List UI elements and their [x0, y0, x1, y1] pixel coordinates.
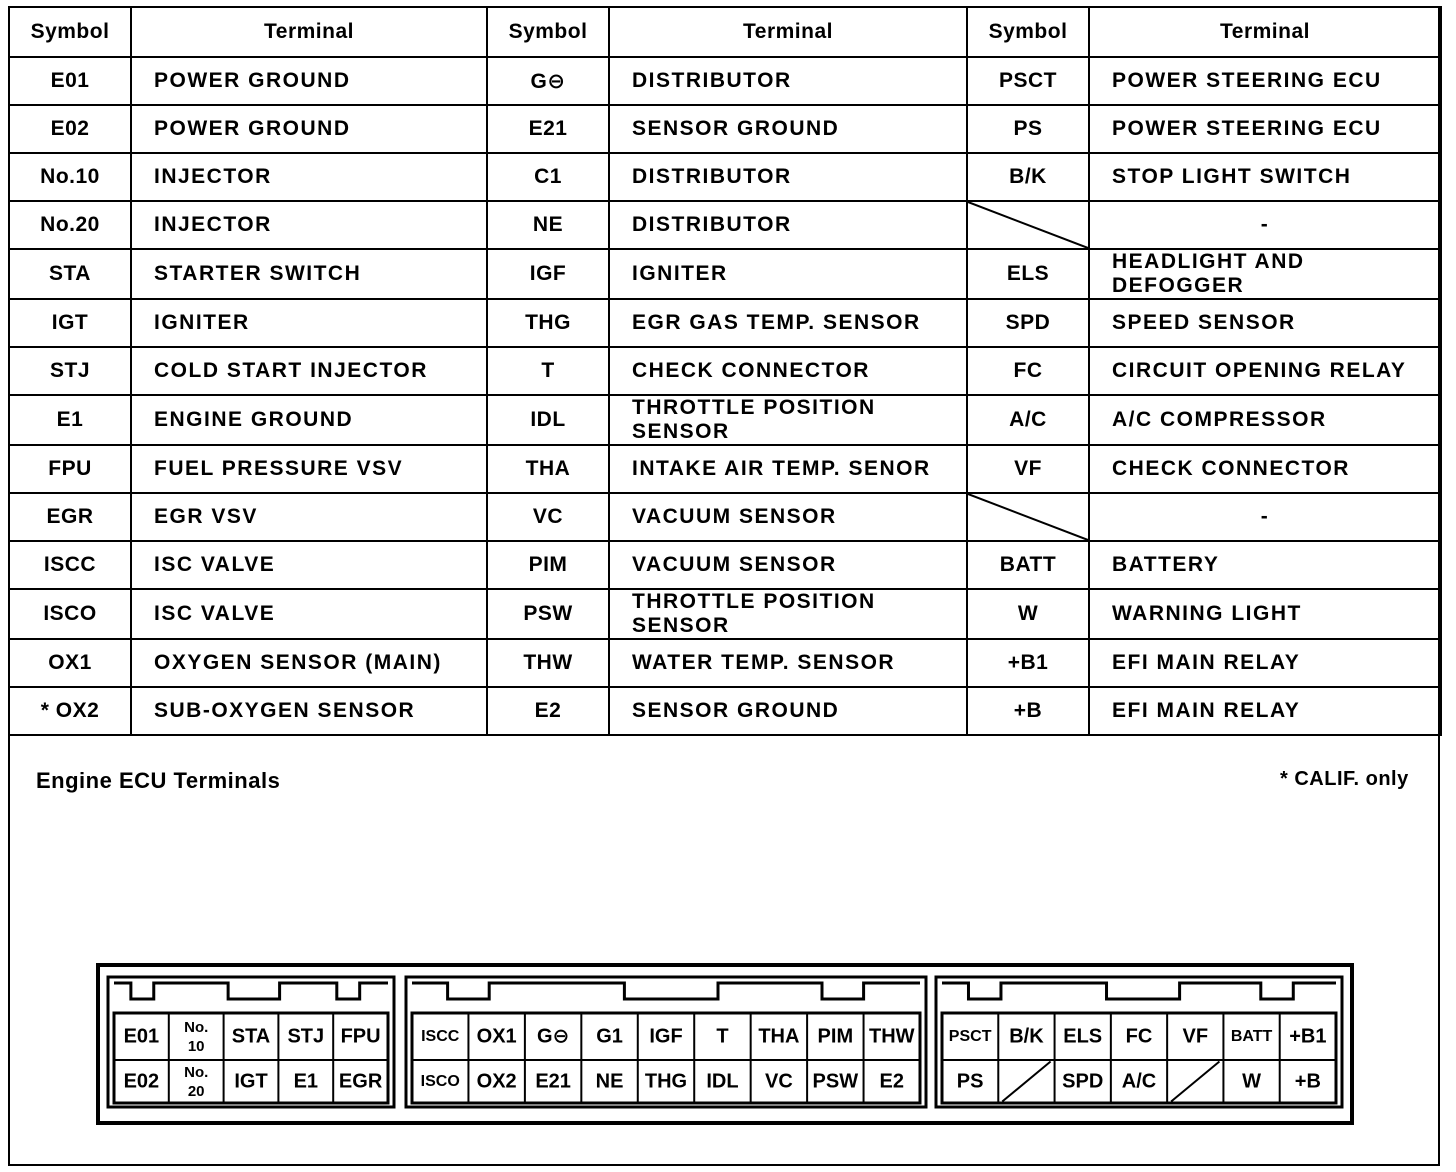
column-header: Symbol: [9, 7, 131, 57]
symbol-cell: No.10: [9, 153, 131, 201]
pin-label: ISCO: [420, 1073, 460, 1090]
terminal-cell: DISTRIBUTOR: [609, 201, 967, 249]
symbol-cell: E01: [9, 57, 131, 105]
terminal-cell: IGNITER: [131, 299, 487, 347]
pin-label: THA: [758, 1025, 800, 1048]
pin-label: No.: [184, 1064, 209, 1081]
pin-label: VF: [1182, 1025, 1209, 1048]
table-row: [9, 57, 1441, 105]
symbol-cell: THG: [487, 299, 609, 347]
pin-label: BATT: [1230, 1028, 1273, 1045]
column-header: Symbol: [487, 7, 609, 57]
footnote: * CALIF. only: [1280, 768, 1409, 790]
terminal-cell: THROTTLE POSITION SENSOR: [609, 589, 967, 639]
pin-label: IGT: [234, 1070, 268, 1093]
pin-label: 10: [187, 1038, 205, 1055]
table-header-row: [9, 7, 1441, 57]
pin-label: PIM: [817, 1025, 854, 1048]
symbol-cell: VF: [967, 445, 1089, 493]
symbol-cell: NE: [487, 201, 609, 249]
pin-label: W: [1242, 1070, 1262, 1093]
terminal-cell: OXYGEN SENSOR (MAIN): [131, 639, 487, 687]
symbol-cell: OX1: [9, 639, 131, 687]
empty-pin-mark: [1171, 1062, 1219, 1102]
symbol-cell: BATT: [967, 541, 1089, 589]
table-row: [9, 395, 1441, 445]
pin-label: ELS: [1063, 1025, 1103, 1048]
symbol-cell: SPD: [967, 299, 1089, 347]
pin-label: E21: [535, 1070, 571, 1093]
symbol-cell: VC: [487, 493, 609, 541]
symbol-cell: IDL: [487, 395, 609, 445]
symbol-cell: IGF: [487, 249, 609, 299]
terminal-cell: THROTTLE POSITION SENSOR: [609, 395, 967, 445]
keying-profile: [114, 983, 388, 999]
symbol-cell: E1: [9, 395, 131, 445]
terminal-cell: WARNING LIGHT: [1089, 589, 1441, 639]
symbol-cell: FC: [967, 347, 1089, 395]
pin-label: ISCC: [421, 1028, 460, 1045]
symbol-cell: PS: [967, 105, 1089, 153]
table-row: [9, 153, 1441, 201]
terminal-cell: EGR GAS TEMP. SENSOR: [609, 299, 967, 347]
symbol-cell: E02: [9, 105, 131, 153]
table-row: [9, 687, 1441, 735]
terminal-cell: WATER TEMP. SENSOR: [609, 639, 967, 687]
terminal-cell: ENGINE GROUND: [131, 395, 487, 445]
terminal-cell: POWER GROUND: [131, 57, 487, 105]
pin-label: E01: [123, 1025, 160, 1048]
empty-slot-cell: [967, 493, 1089, 541]
pin-label: E2: [879, 1070, 905, 1093]
pin-label: IDL: [706, 1070, 739, 1093]
pin-label: +B: [1294, 1070, 1321, 1093]
pin-label: T: [716, 1025, 729, 1048]
terminal-cell: COLD START INJECTOR: [131, 347, 487, 395]
terminal-cell: VACUUM SENSOR: [609, 541, 967, 589]
keying-profile: [942, 983, 1336, 999]
empty-pin-mark: [1002, 1062, 1050, 1102]
table-row: [9, 541, 1441, 589]
diagram-caption: Engine ECU Terminals: [36, 768, 281, 793]
terminal-cell: POWER GROUND: [131, 105, 487, 153]
terminal-cell: A/C COMPRESSOR: [1089, 395, 1441, 445]
table-row: [9, 201, 1441, 249]
symbol-cell: FPU: [9, 445, 131, 493]
symbol-cell: THW: [487, 639, 609, 687]
terminal-table: [8, 6, 1442, 736]
pin-label: E02: [123, 1070, 160, 1093]
terminal-cell: ISC VALVE: [131, 589, 487, 639]
table-row: [9, 445, 1441, 493]
table-row: [9, 493, 1441, 541]
pin-label: G1: [596, 1025, 623, 1048]
pin-label: A/C: [1121, 1070, 1157, 1093]
symbol-cell: C1: [487, 153, 609, 201]
pin-label: SPD: [1062, 1070, 1104, 1093]
terminal-cell: ISC VALVE: [131, 541, 487, 589]
column-header: Symbol: [967, 7, 1089, 57]
terminal-cell: INJECTOR: [131, 153, 487, 201]
terminal-cell: STOP LIGHT SWITCH: [1089, 153, 1441, 201]
symbol-cell: PIM: [487, 541, 609, 589]
terminal-cell: SENSOR GROUND: [609, 105, 967, 153]
symbol-cell: T: [487, 347, 609, 395]
terminal-cell: INTAKE AIR TEMP. SENOR: [609, 445, 967, 493]
terminal-cell: EFI MAIN RELAY: [1089, 687, 1441, 735]
symbol-cell: PSCT: [967, 57, 1089, 105]
symbol-cell: IGT: [9, 299, 131, 347]
terminal-cell: DISTRIBUTOR: [609, 57, 967, 105]
symbol-cell: EGR: [9, 493, 131, 541]
terminal-cell: SUB-OXYGEN SENSOR: [131, 687, 487, 735]
pin-label: +B1: [1289, 1025, 1327, 1048]
symbol-cell: E21: [487, 105, 609, 153]
pin-label: EGR: [338, 1070, 383, 1093]
pin-label: PSW: [812, 1070, 859, 1093]
pin-label: STA: [231, 1025, 271, 1048]
pin-label: 20: [187, 1083, 205, 1100]
symbol-cell: E2: [487, 687, 609, 735]
pin-label: B/K: [1009, 1025, 1044, 1048]
symbol-cell: ISCO: [9, 589, 131, 639]
table-row: [9, 589, 1441, 639]
pin-label: PS: [956, 1070, 984, 1093]
terminal-cell: IGNITER: [609, 249, 967, 299]
symbol-cell: STA: [9, 249, 131, 299]
pin-label: PSCT: [948, 1028, 992, 1045]
table-row: [9, 249, 1441, 299]
pin-label: FC: [1125, 1025, 1153, 1048]
pin-label: OX2: [476, 1070, 517, 1093]
terminal-cell: INJECTOR: [131, 201, 487, 249]
keying-profile: [412, 983, 920, 999]
table-row: [9, 105, 1441, 153]
terminal-cell: SPEED SENSOR: [1089, 299, 1441, 347]
column-header: Terminal: [131, 7, 487, 57]
pin-label: FPU: [340, 1025, 381, 1048]
terminal-cell: HEADLIGHT AND DEFOGGER: [1089, 249, 1441, 299]
symbol-cell: +B1: [967, 639, 1089, 687]
pin-label: NE: [595, 1070, 624, 1093]
terminal-cell: EGR VSV: [131, 493, 487, 541]
ecu-connector-diagram: [96, 963, 1354, 1125]
symbol-cell: +B: [967, 687, 1089, 735]
symbol-cell: G⊖: [487, 57, 609, 105]
empty-slot-cell: [967, 201, 1089, 249]
table-row: [9, 299, 1441, 347]
pin-label: No.: [184, 1019, 209, 1036]
terminal-cell: SENSOR GROUND: [609, 687, 967, 735]
pin-label: VC: [764, 1070, 793, 1093]
symbol-cell: THA: [487, 445, 609, 493]
symbol-cell: PSW: [487, 589, 609, 639]
terminal-cell: FUEL PRESSURE VSV: [131, 445, 487, 493]
pin-label: THW: [869, 1025, 915, 1048]
terminal-cell: EFI MAIN RELAY: [1089, 639, 1441, 687]
pin-label: IGF: [649, 1025, 683, 1048]
pin-label: E1: [293, 1070, 319, 1093]
terminal-cell: DISTRIBUTOR: [609, 153, 967, 201]
pin-label: STJ: [287, 1025, 325, 1048]
symbol-cell: No.20: [9, 201, 131, 249]
column-header: Terminal: [1089, 7, 1441, 57]
terminal-cell: STARTER SWITCH: [131, 249, 487, 299]
column-header: Terminal: [609, 7, 967, 57]
table-row: [9, 639, 1441, 687]
symbol-cell: ELS: [967, 249, 1089, 299]
pin-label: OX1: [476, 1025, 517, 1048]
pin-label: G⊖: [536, 1025, 570, 1048]
terminal-cell: VACUUM SENSOR: [609, 493, 967, 541]
symbol-cell: W: [967, 589, 1089, 639]
symbol-cell: STJ: [9, 347, 131, 395]
pin-label: THG: [644, 1070, 688, 1093]
terminal-cell: POWER STEERING ECU: [1089, 105, 1441, 153]
terminal-cell: CIRCUIT OPENING RELAY: [1089, 347, 1441, 395]
symbol-cell: ISCC: [9, 541, 131, 589]
terminal-cell: -: [1089, 201, 1441, 249]
symbol-cell: B/K: [967, 153, 1089, 201]
terminal-cell: -: [1089, 493, 1441, 541]
terminal-cell: POWER STEERING ECU: [1089, 57, 1441, 105]
terminal-cell: CHECK CONNECTOR: [1089, 445, 1441, 493]
table-row: [9, 347, 1441, 395]
symbol-cell: * OX2: [9, 687, 131, 735]
symbol-cell: A/C: [967, 395, 1089, 445]
terminal-cell: CHECK CONNECTOR: [609, 347, 967, 395]
terminal-cell: BATTERY: [1089, 541, 1441, 589]
